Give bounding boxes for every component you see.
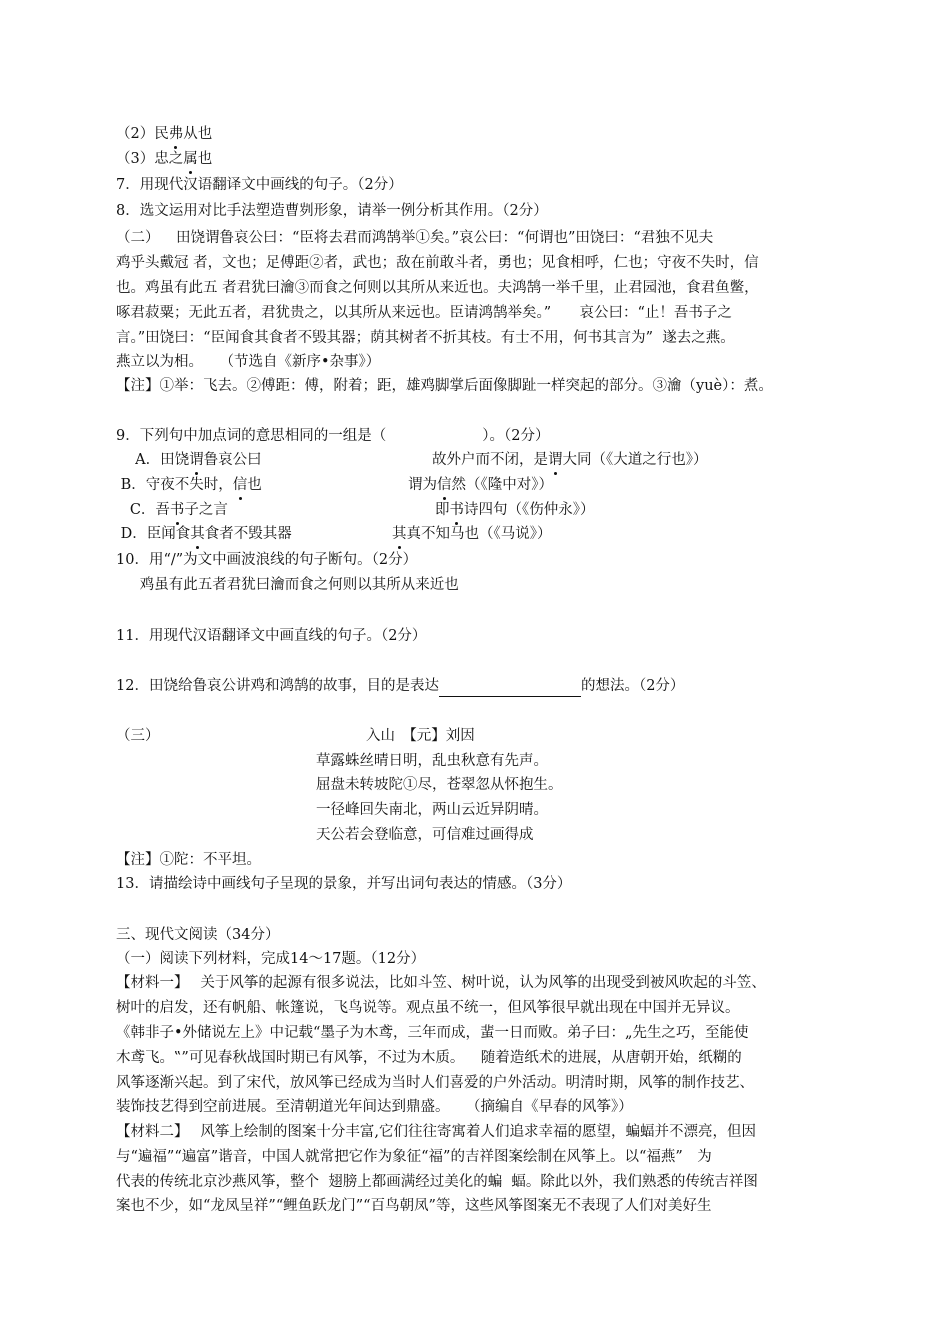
material-line: 代表的传统北京沙燕风筝，整个 翅膀上都画满经过美化的蝙 蝠。除此以外，我们熟悉的传统吉祥图 [116, 1174, 758, 1190]
poem-title: 入山 【元】刘因 [366, 728, 475, 744]
dotted-word: 书 [449, 502, 464, 518]
material-line: 【材料二】 风筝上绘制的图案十分丰富,它们往往寄寓着人们追求幸福的愿望，蝙蝠并不漂亮，但因 [116, 1124, 756, 1140]
question-7: 7．用现代汉语翻译文中画线的句子。（2分） [116, 177, 403, 193]
dotted-word: 其 [190, 526, 205, 542]
option-text: C．吾 [116, 502, 170, 518]
dotted-word: 谓 [189, 452, 204, 468]
material-line: 木鸢飞。‟”可见春秋战国时期已有风筝，不过为木质。 随着造纸术的进展，从唐朝开始，纸糊的 [116, 1050, 742, 1066]
poem-line: 天公若会登临意，可信难过画得成 [316, 827, 534, 843]
poem-line: 屈盘未转坡陀①尽，苍翠忽从怀抱生。 [316, 777, 563, 793]
dotted-word: 信 [437, 477, 452, 493]
dotted-word: 谓 [548, 452, 563, 468]
question-8: 8．选文运用对比手法塑造曹刿形象，请举一例分析其作用。（2分） [116, 203, 548, 219]
dotted-word: 弗 [168, 126, 184, 142]
option-a-left [116, 450, 262, 470]
dotted-word: 信 [232, 477, 248, 493]
option-d-right [392, 524, 552, 544]
option-text: 鲁哀公曰 [203, 452, 262, 468]
question-10: 10．用“/”为文中画波浪线的句子断句。（2分） [116, 552, 418, 568]
option-c-left [116, 500, 228, 520]
poem-line: 一径峰回失南北，两山云近异阴晴。 [316, 802, 548, 818]
question-11: 11．用现代汉语翻译文中画直线的句子。（2分） [116, 628, 427, 644]
material-line: 与“遍福”“遍富”谐音，中国人就常把它作为象征“福”的吉祥图案绘制在风筝上。以“福燕” 为 [116, 1149, 712, 1165]
item-text: 也 [197, 151, 213, 167]
question-12 [116, 676, 684, 697]
option-c-right [435, 500, 595, 520]
question-13: 13．请描绘诗中画线句子呈现的景象，并写出词句表达的情感。（3分） [116, 876, 572, 892]
section-label: （三） [116, 728, 160, 744]
poem-note: 【注】①陀：不平坦。 [116, 852, 261, 868]
material-line: 装饰技艺得到空前进展。至清朝道光年间达到鼎盛。 （摘编自《早春的风筝》） [116, 1099, 633, 1115]
option-text: A．田饶 [116, 452, 190, 468]
option-b-right [408, 475, 553, 495]
passage-line: 言。”田饶曰：“臣闻食其食者不毁其器；荫其树者不折其枝。有士不用，何书其言为” 遂去之燕。 [116, 330, 735, 346]
option-text: 食者不毁其器 [204, 526, 292, 542]
answer-item-3 [116, 149, 212, 169]
answer-item-2 [116, 124, 212, 144]
option-text: 也 [247, 477, 262, 493]
option-text: 真不知马也（《马说》） [406, 526, 552, 542]
section-title: 三、现代文阅读（34分） [116, 927, 280, 943]
passage-line: （二） 田饶谓鲁哀公曰：“臣将去君而鸿鹄举①矣。”哀公曰：“何谓也”田饶曰：“君独不见夫 [116, 230, 714, 246]
option-text: D．臣闻食 [116, 526, 191, 542]
stem-text: ）。（2分） [482, 428, 550, 444]
option-text: 大同（《大道之行也》） [562, 452, 708, 468]
option-text: 然（《隆中对》） [451, 477, 553, 493]
passage-line: 燕立以为相。 （节选自《新序•杂事》） [116, 354, 381, 370]
option-text: 故外户而不闭，是 [432, 452, 548, 468]
dotted-word: 属 [183, 151, 198, 167]
question-text: 12．田饶给鲁哀公讲鸡和鸿鹄的故事，目的是表达 [116, 678, 439, 694]
option-text: 谓为 [408, 477, 437, 493]
stem-text: 9．下列句中加点词的意思相同的一组是（ [116, 428, 387, 444]
passage-note: 【注】①举：飞去。②傅距：傅，附着；距，雄鸡脚掌后面像脚趾一样突起的部分。③瀹（yuè）：煮。 [116, 378, 773, 394]
question-10-sentence: 鸡虽有此五者君犹曰瀹而食之何则以其所从来近也 [116, 577, 459, 593]
item-text: （3）忠之 [116, 151, 184, 167]
option-text: 子之言 [184, 502, 228, 518]
answer-blank[interactable] [439, 676, 581, 697]
material-line: 案也不少，如“龙凤呈祥”“鲤鱼跃龙门”“百鸟朝凤”等，这些风筝图案无不表现了人们对美好生 [116, 1198, 712, 1214]
option-text: B．守夜不失时， [116, 477, 233, 493]
material-line: 《韩非子•外储说左上》中记载“墨子为木鸢，三年而成，蜚一日而败。弟子曰：„先生之巧，至能使 [116, 1025, 749, 1041]
option-a-right [432, 450, 708, 470]
material-line: 【材料一】 关于风筝的起源有很多说法，比如斗笠、树叶说，认为风筝的出现受到被风吹起的斗笠、 [116, 975, 766, 991]
material-line: 树叶的启发，还有帆船、帐篷说，飞鸟说等。观点虽不统一，但风筝很早就出现在中国并无异议。 [116, 1000, 740, 1016]
passage-line: 鸡乎头戴冠 者，文也；足傅距②者，武也；敌在前敢斗者，勇也；见食相呼，仁也；守夜不失时，信 [116, 255, 759, 271]
material-line: 风筝逐渐兴起。到了宋代，放风筝已经成为当时人们喜爱的户外活动。明清时期，风筝的制作技艺、 [116, 1075, 754, 1091]
section-subtitle: （一）阅读下列材料，完成14～17题。（12分） [116, 951, 426, 967]
option-d-left [116, 524, 292, 544]
passage-line: 啄君菽粟；无此五者，君犹贵之，以其所从来远也。臣请鸿鹄举矣。” 哀公曰：“止！吾书子之 [116, 305, 732, 321]
option-text: 诗四句（《伤仲永》） [464, 502, 595, 518]
option-text: 即 [435, 502, 450, 518]
item-text: 从也 [183, 126, 213, 142]
dotted-word: 其 [392, 526, 407, 542]
dotted-word: 书 [169, 502, 185, 518]
poem-line: 草露蛛丝晴日明，乱虫秋意有先声。 [316, 753, 548, 769]
option-b-left [116, 475, 262, 495]
question-9-stem [116, 426, 549, 446]
passage-line: 也。鸡虽有此五 者君犹曰瀹③而食之何则以其所从来近也。夫鸿鹄一举千里，止君园池，食君鱼鳖， [116, 280, 759, 296]
question-text: 的想法。（2分） [580, 678, 685, 694]
item-text: （2）民 [116, 126, 169, 142]
